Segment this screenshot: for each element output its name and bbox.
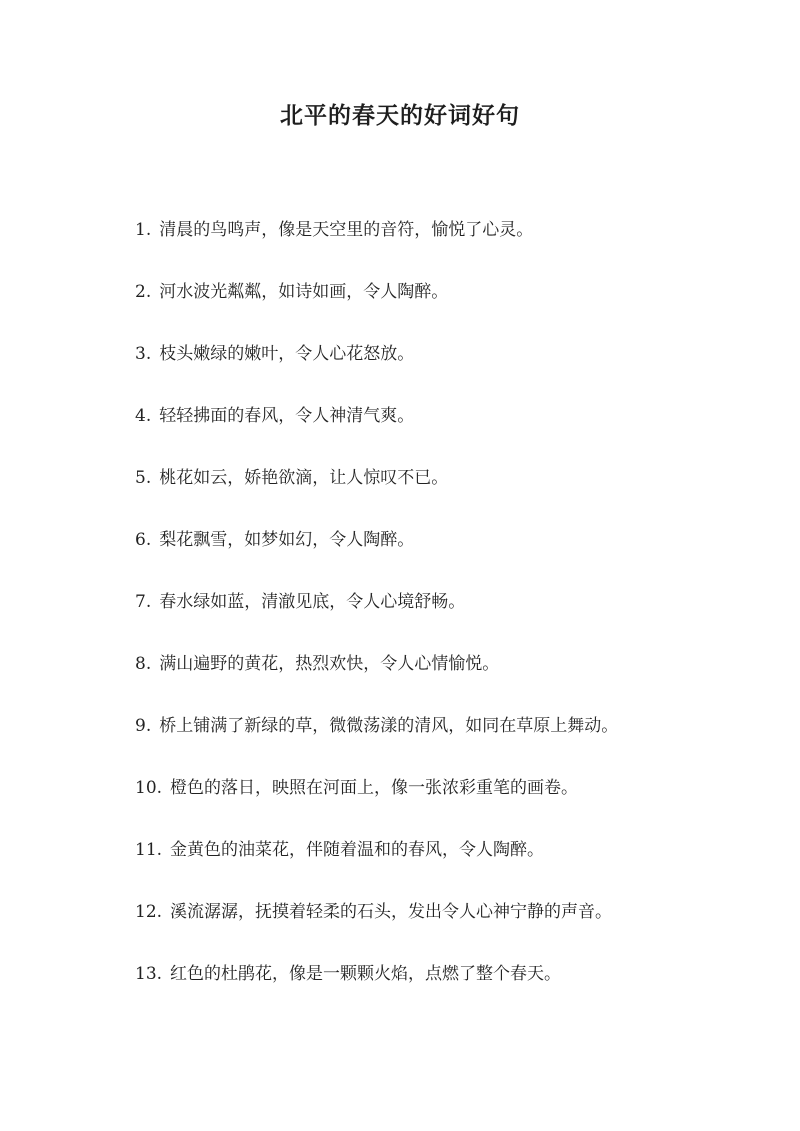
item-number: 12.	[135, 902, 163, 922]
list-item	[135, 465, 775, 527]
list-item	[135, 217, 775, 279]
list-item	[135, 403, 775, 465]
item-text: 春水绿如蓝，清澈见底，令人心境舒畅。	[159, 592, 466, 612]
list-item	[135, 651, 775, 713]
item-text: 梨花飘雪，如梦如幻，令人陶醉。	[159, 530, 415, 550]
item-text: 桥上铺满了新绿的草，微微荡漾的清风，如同在草原上舞动。	[159, 716, 619, 736]
item-number: 3.	[135, 344, 152, 364]
item-number: 1.	[135, 220, 152, 240]
phrase-list	[135, 217, 775, 1023]
item-text: 满山遍野的黄花，热烈欢快，令人心情愉悦。	[159, 654, 500, 674]
item-text: 橙色的落日，映照在河面上，像一张浓彩重笔的画卷。	[170, 778, 579, 798]
item-text: 桃花如云，娇艳欲滴，让人惊叹不已。	[159, 468, 449, 488]
item-number: 13.	[135, 964, 163, 984]
item-text: 溪流潺潺，抚摸着轻柔的石头，发出令人心神宁静的声音。	[170, 902, 613, 922]
item-number: 2.	[135, 282, 152, 302]
list-item	[135, 899, 775, 961]
item-text: 枝头嫩绿的嫩叶，令人心花怒放。	[159, 344, 415, 364]
item-number: 9.	[135, 716, 152, 736]
list-item	[135, 775, 775, 837]
item-number: 10.	[135, 778, 163, 798]
list-item	[135, 961, 775, 1023]
item-number: 8.	[135, 654, 152, 674]
item-text: 金黄色的油菜花，伴随着温和的春风，令人陶醉。	[170, 840, 545, 860]
list-item	[135, 837, 775, 899]
list-item	[135, 527, 775, 589]
item-text: 清晨的鸟鸣声，像是天空里的音符，愉悦了心灵。	[159, 220, 534, 240]
item-text: 轻轻拂面的春风，令人神清气爽。	[159, 406, 415, 426]
list-item	[135, 279, 775, 341]
item-text: 红色的杜鹃花，像是一颗颗火焰，点燃了整个春天。	[170, 964, 562, 984]
item-number: 4.	[135, 406, 152, 426]
page-title: 北平的春天的好词好句	[280, 102, 520, 129]
item-number: 11.	[135, 840, 163, 860]
list-item	[135, 341, 775, 403]
list-item	[135, 713, 775, 775]
item-text: 河水波光粼粼，如诗如画，令人陶醉。	[159, 282, 449, 302]
list-item	[135, 589, 775, 651]
item-number: 5.	[135, 468, 152, 488]
item-number: 6.	[135, 530, 152, 550]
item-number: 7.	[135, 592, 152, 612]
